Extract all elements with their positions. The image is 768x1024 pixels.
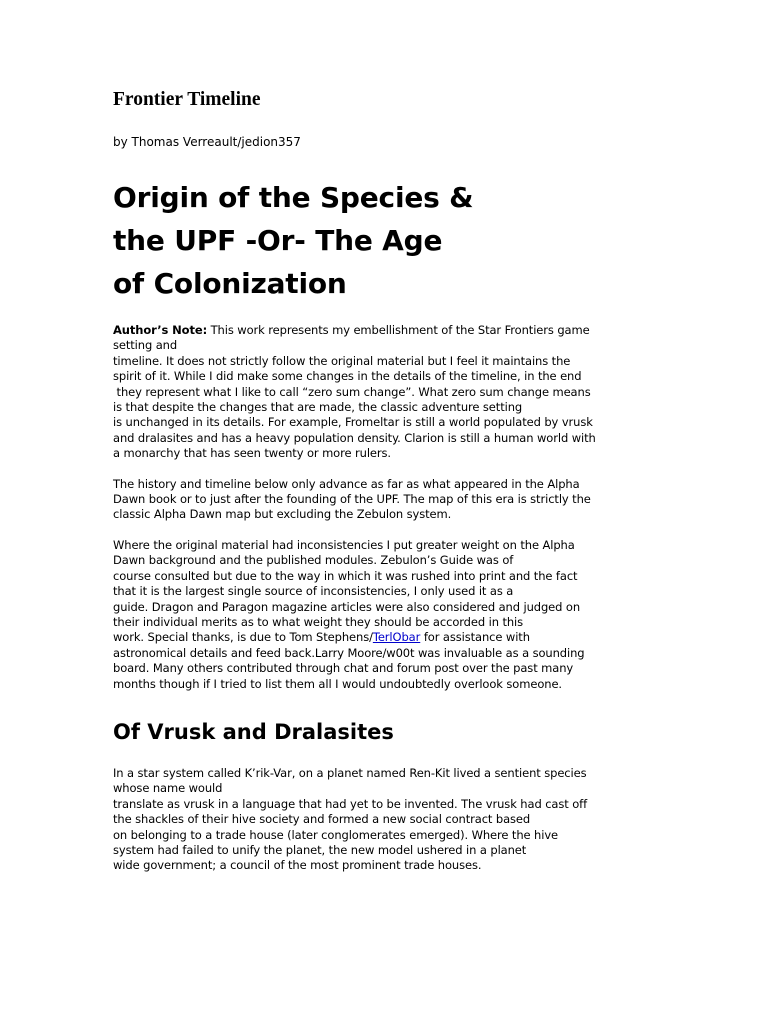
paragraph-line: Dawn background and the published modules. Zebulon’s Guide was of [113,553,514,568]
paragraph-line: their individual merits as to what weight they should be accorded in this [113,614,524,629]
paragraph-line: In a star system called K’rik-Var, on a planet named Ren-Kit lived a sentient species [113,765,587,780]
paragraph-line: that it is the largest single source of inconsistencies, I only used it as a [113,584,514,599]
authors-note-paragraph [113,323,658,462]
history-scope-paragraph [113,477,658,523]
paragraph-line [113,630,658,645]
paragraph-line: board. Many others contributed through chat and forum post over the past many [113,661,574,676]
terlobar-link[interactable]: TerlObar [372,630,421,645]
main-heading-line: of Colonization [113,267,347,300]
paragraph-line: months though if I tried to list them all I would undoubtedly overlook someone. [113,676,562,691]
authors-note-label: Author’s Note: [113,323,208,337]
paragraph-line: guide. Dragon and Paragon magazine articles were also considered and judged on [113,599,581,614]
paragraph-line: astronomical details and feed back.Larry Moore/w00t was invaluable as a sounding [113,645,585,660]
section-heading: Of Vrusk and Dralasites [113,719,394,744]
document-page [113,88,658,874]
sources-paragraph [113,538,658,692]
paragraph-line: a monarchy that has seen twenty or more rulers. [113,446,391,461]
paragraph-line: on belonging to a trade house (later conglomerates emerged). Where the hive [113,827,559,842]
author-byline: by Thomas Verreault/jedion357 [113,135,301,149]
paragraph-line: Dawn book or to just after the founding of the UPF. The map of this era is strictly the [113,492,591,507]
paragraph-line-text: This work represents my embellishment of the Star Frontiers game [207,323,590,337]
paragraph-line: and dralasites and has a heavy population density. Clarion is still a human world with [113,430,596,445]
paragraph-line: spirit of it. While I did make some changes in the details of the timeline, in the end [113,369,582,384]
paragraph-line: the shackles of their hive society and formed a new social contract based [113,812,531,827]
paragraph-line: is that despite the changes that are made, the classic adventure setting [113,400,523,415]
paragraph-line: is unchanged in its details. For example, Fromeltar is still a world populated by vrusk [113,415,593,430]
paragraph-line: they represent what I like to call “zero sum change”. What zero sum change means [113,384,591,399]
main-heading-line: the UPF -Or- The Age [113,224,443,257]
paragraph-line: Where the original material had inconsistencies I put greater weight on the Alpha [113,537,575,552]
paragraph-line: course consulted but due to the way in which it was rushed into print and the fact [113,568,578,583]
paragraph-line: translate as vrusk in a language that had yet to be invented. The vrusk had cast off [113,796,588,811]
document-title: Frontier Timeline [113,89,261,110]
paragraph-line: system had failed to unify the planet, the new model ushered in a planet [113,842,527,857]
paragraph-line: whose name would [113,781,223,796]
link-line-before: work. Special thanks, is due to Tom Stephens/ [113,630,373,645]
paragraph-line: timeline. It does not strictly follow the original material but I feel it maintains the [113,353,571,368]
link-line-after: for assistance with [420,630,530,645]
main-heading [113,176,658,305]
main-heading-line: Origin of the Species & [113,181,474,214]
paragraph-line [113,323,658,338]
vrusk-paragraph [113,766,658,874]
paragraph-line: setting and [113,338,178,353]
paragraph-line: The history and timeline below only advance as far as what appeared in the Alpha [113,476,580,491]
paragraph-line: wide government; a council of the most prominent trade houses. [113,858,482,873]
paragraph-line: classic Alpha Dawn map but excluding the Zebulon system. [113,507,452,522]
